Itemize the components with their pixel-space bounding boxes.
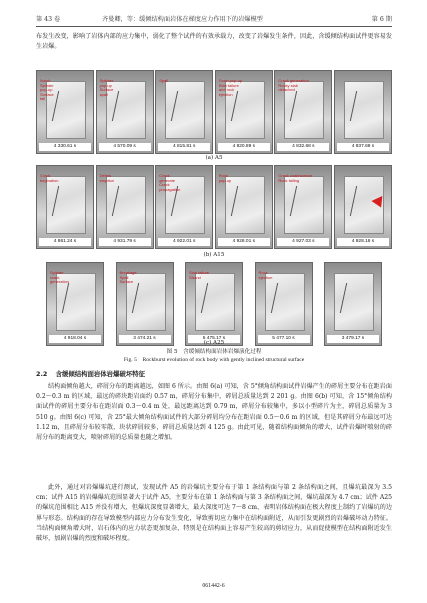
photo-timestamp: 4 922.01 s [158,238,210,246]
page-number: 061442-6 [202,583,225,589]
photo-timestamp: 4 861.24 s [39,238,91,246]
photo-row [36,70,392,152]
photo-annotation: Rock pop-up [218,173,232,183]
issue-label: 第 6 期 [371,16,392,23]
photo-annotation: Spall [159,78,169,83]
figure-caption-cn: 图 5 含缓倾结构面岩体岩爆演化过程 [166,349,262,355]
photo-timestamp: 4 927.03 s [277,238,329,246]
photo-annotation: Crack begination [40,173,59,183]
photo-annotation: Crack coalescence Rock falling [278,173,313,183]
figure-caption [36,349,392,364]
photo-timestamp: 4 931.79 s [99,238,151,246]
rockburst-photo [274,165,332,249]
rockburst-photo [116,262,174,346]
photo-timestamp: 4 570.09 s [99,143,151,151]
rockburst-photo [155,70,213,154]
rockburst-photo [334,165,392,249]
photo-timestamp: 4 928.01 s [218,238,270,246]
rockburst-photo [36,165,94,249]
photo-timestamp: 4 815.81 s [158,143,210,151]
rockburst-photo [96,70,154,154]
section-heading [36,369,145,378]
photo-timestamp: 4 928.16 s [337,238,389,246]
section-title: 含缓倾结构面岩体岩爆破坏特征 [55,370,146,378]
rockburst-photo [96,165,154,249]
photo-timestamp: 5 477.10 s [258,335,310,343]
photo-timestamp: 4 330.61 s [39,143,91,151]
rockburst-photo [215,70,273,154]
photo-row [46,262,382,344]
photo-annotation: Splinter crack generation [50,270,69,285]
rockburst-photo [215,165,273,249]
photo-annotation: Grain pop-up Slab failure and rock ejection [218,78,243,97]
rockburst-photo [36,70,94,154]
photo-annotation: Slab failure Strand [189,270,210,280]
body-paragraph-2: 此外，通过对岩爆爆坑进行测试，发现试件 A5 的岩爆坑主要分布于第 1 条结构面与第 2 条结构面之间，且爆坑最深为 3.5 cm；试件 A15 的岩爆爆坑范围显著大于试件 A5，主要分布在第 1 条结构面与第 3 条结构面之间，爆坑最深为 4.7 cm；试件 A25 的爆坑范围相比 A15 并没有增大，但爆坑深度显著增大，最大深度可达 7～8 cm，表明岩体结构面在极大程度上制约了岩爆坑的边界与形态。结构面的存在导致模型内部应力分布发生变化，导致剪切应力集中在结构面附近，从而引发更剧烈的岩爆破坏动力特征。当结构面倾角增大时，岩石体内的应力状态更加复杂，特别是在结构面上容易产生较高的剪切应力，从而促使模型在结构面附近发生破坏，加剧岩爆的烈度和破坏程度。 [36,484,392,543]
photo-timestamp: 5 475.17 s [188,335,240,343]
running-title: 齐曼卿，等：缓倾结构面岩体在梯度应力作用下的岩爆模型 [102,16,263,23]
photo-timestamp: 4 832.68 s [277,143,329,151]
rockburst-photo [274,70,332,154]
body-paragraph-1: 结构面倾角越大，碎屑分布的距离越远，如图 6 所示。由图 6(a) 可知，含 5°倾角结构面试件岩爆产生的碎屑主要分布在距岩面 0.2～0.3 m 的区域，最远的碎块距岩面约 0.57 m，碎屑分布集中，碎屑总质量达到 2 201 g。由图 6(b) 可知，含 15°倾角结构面试件的碎屑主要分布在距岩面 0.3～0.4 m 处，最远距离达到 0.79 m，碎屑分布较集中，多以小型碎片为主，碎屑总质量为 3 510 g。由图 6(c) 可知，含 25°最大倾角结构面试件的大部分碎屑均分布在距岩面 0.5～0.6 m 的区域，但是其碎屑分布最远可达 1.12 m，且碎屑分布较零散，块状碎屑较多，碎屑总质量达到 4 125 g。由此可见，随着结构面倾角的增大，试件岩爆时喷射的碎屑分布的距离变大，喷射碎屑的总质量也随之增加。 [36,383,392,442]
subfigure-caption: (b) A15 [203,252,225,258]
rockburst-photo [155,165,213,249]
photo-annotation: Splinter pop up Surface spall [99,78,114,97]
rockburst-photo [46,262,104,346]
intro-paragraph: 布发生改变，影响了岩体内部的应力集中，弱化了整个试件的有效承载力，改变了岩爆发生条件，因此，含缓倾结构面试件更容易发生岩爆。 [36,33,392,51]
photo-annotation: Rock ejection [258,270,273,280]
photo-row [36,165,392,247]
rockburst-photo [334,70,392,154]
photo-annotation: Breakage Spall Surface [119,270,137,285]
subfigure-caption: (c) A25 [203,340,225,346]
photo-timestamp: 4 918.04 s [49,335,101,343]
section-number: 2.2 [36,370,48,378]
photo-timestamp: 4 820.89 s [218,143,270,151]
photo-annotation: Crack generation Rocky slab detached [278,78,309,93]
subfigure-caption: (a) A5 [205,155,223,161]
photo-annotation: Debris eruption [99,173,115,183]
photo-timestamp: 3 474.21 s [119,335,171,343]
photo-annotation: Crack generate Crack propagation [159,173,181,192]
rockburst-photo [255,262,313,346]
rockburst-photo [185,262,243,346]
running-header [36,12,392,27]
photo-annotation: Notch Splinter pop-up Surface fall [40,78,54,102]
volume-label: 第 43 卷 [36,16,61,23]
photo-timestamp: 4 837.68 s [337,143,389,151]
rockburst-photo [324,262,382,346]
figure-caption-en: Fig. 5 Rockburst evolution of rock body with gently inclined structural surface [123,356,305,363]
photo-timestamp: 3 479.17 s [327,335,379,343]
